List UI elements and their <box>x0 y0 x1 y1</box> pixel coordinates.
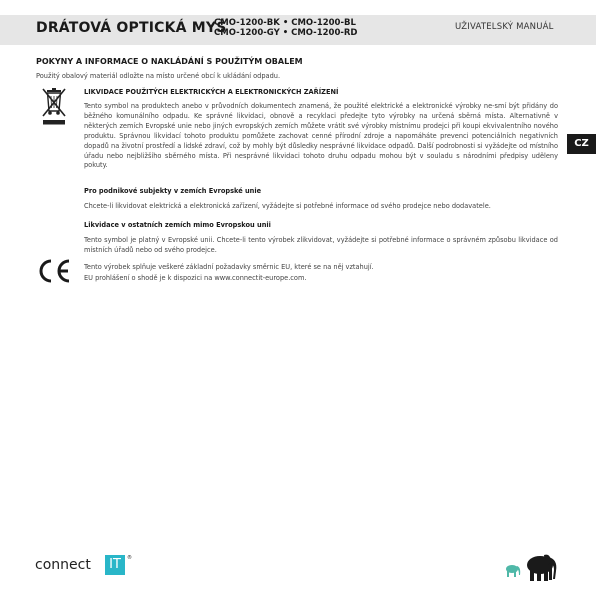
ce-declaration-line-1: Tento výrobek splňuje veškeré základní požadavky směrnic EU, které se na něj vztahují. <box>84 263 374 271</box>
product-title: DRÁTOVÁ OPTICKÁ MYŠ <box>36 20 227 36</box>
weee-section-title: LIKVIDACE POUŽITÝCH ELEKTRICKÝCH A ELEKTRONICKÝCH ZAŘÍZENÍ <box>84 88 339 96</box>
manual-label: UŽIVATELSKÝ MANUÁL <box>455 22 554 32</box>
eu-business-title: Pro podnikové subjekty v zemích Evropské unie <box>84 187 262 195</box>
elephants-logo-icon <box>504 551 560 583</box>
packaging-section-text: Použitý obalový materiál odložte na místo určené obcí k ukládání odpadu. <box>36 72 281 80</box>
non-eu-title: Likvidace v ostatních zemích mimo Evropskou unii <box>84 221 271 229</box>
packaging-section-title: POKYNY A INFORMACE O NAKLÁDÁNÍ S POUŽITÝM OBALEM <box>36 57 303 66</box>
weee-section-text: Tento symbol na produktech anebo v průvodních dokumentech znamená, že použité elektrické a elektronické výrobky ne-smí být přidány do běžného komunálního odpadu. Ke správné likvidaci, obnově a recyklaci předejte tyto výrobky na určená sběrná místa. Alternativně v některých zemích Evropské unie nebo jiných evropských zemích můžete vrátit své výrobky místnímu prodejci při koupi ekvivalentního nového produktu. Správnou likvidací tohoto produktu pomůžete zachovat cenné přírodní zdroje a napomáháte prevenci potenciálních negativních dopadů na životní prostředí a lidské zdraví, což by mohly být důsledky nesprávné likvidace odpadů. Další podrobnosti si vyžádejte od místního úřadu nebo nejbližšího sběrného místa. Při nesprávné likvidaci tohoto druhu odpadu mohou být v souladu s národními předpisy uděleny pokuty. <box>84 102 558 170</box>
logo-text: connect <box>35 557 91 573</box>
non-eu-text: Tento symbol je platný v Evropské unii. Chcete-li tento výrobek zlikvidovat, vyžádejte si potřebné informace o správném způsobu likvidace od místních úřadů nebo od svého prodejce. <box>84 236 558 254</box>
logo-box: IT <box>105 555 125 575</box>
eu-business-text: Chcete-li likvidovat elektrická a elektronická zařízení, vyžádejte si potřebné informace od svého prodejce nebo dodavatele. <box>84 202 491 210</box>
model-codes-line-2: CMO-1200-GY • CMO-1200-RD <box>214 28 358 38</box>
language-tab-cz[interactable]: CZ <box>567 134 596 154</box>
crossed-out-wheelie-bin-icon <box>40 87 70 127</box>
ce-mark-icon <box>36 258 72 284</box>
ce-declaration-line-2: EU prohlášení o shodě je k dispozici na www.connectit-europe.com. <box>84 274 307 282</box>
logo-trademark: ® <box>127 555 132 561</box>
model-codes <box>214 18 357 38</box>
model-codes-line-1: CMO-1200-BK • CMO-1200-BL <box>214 18 356 28</box>
